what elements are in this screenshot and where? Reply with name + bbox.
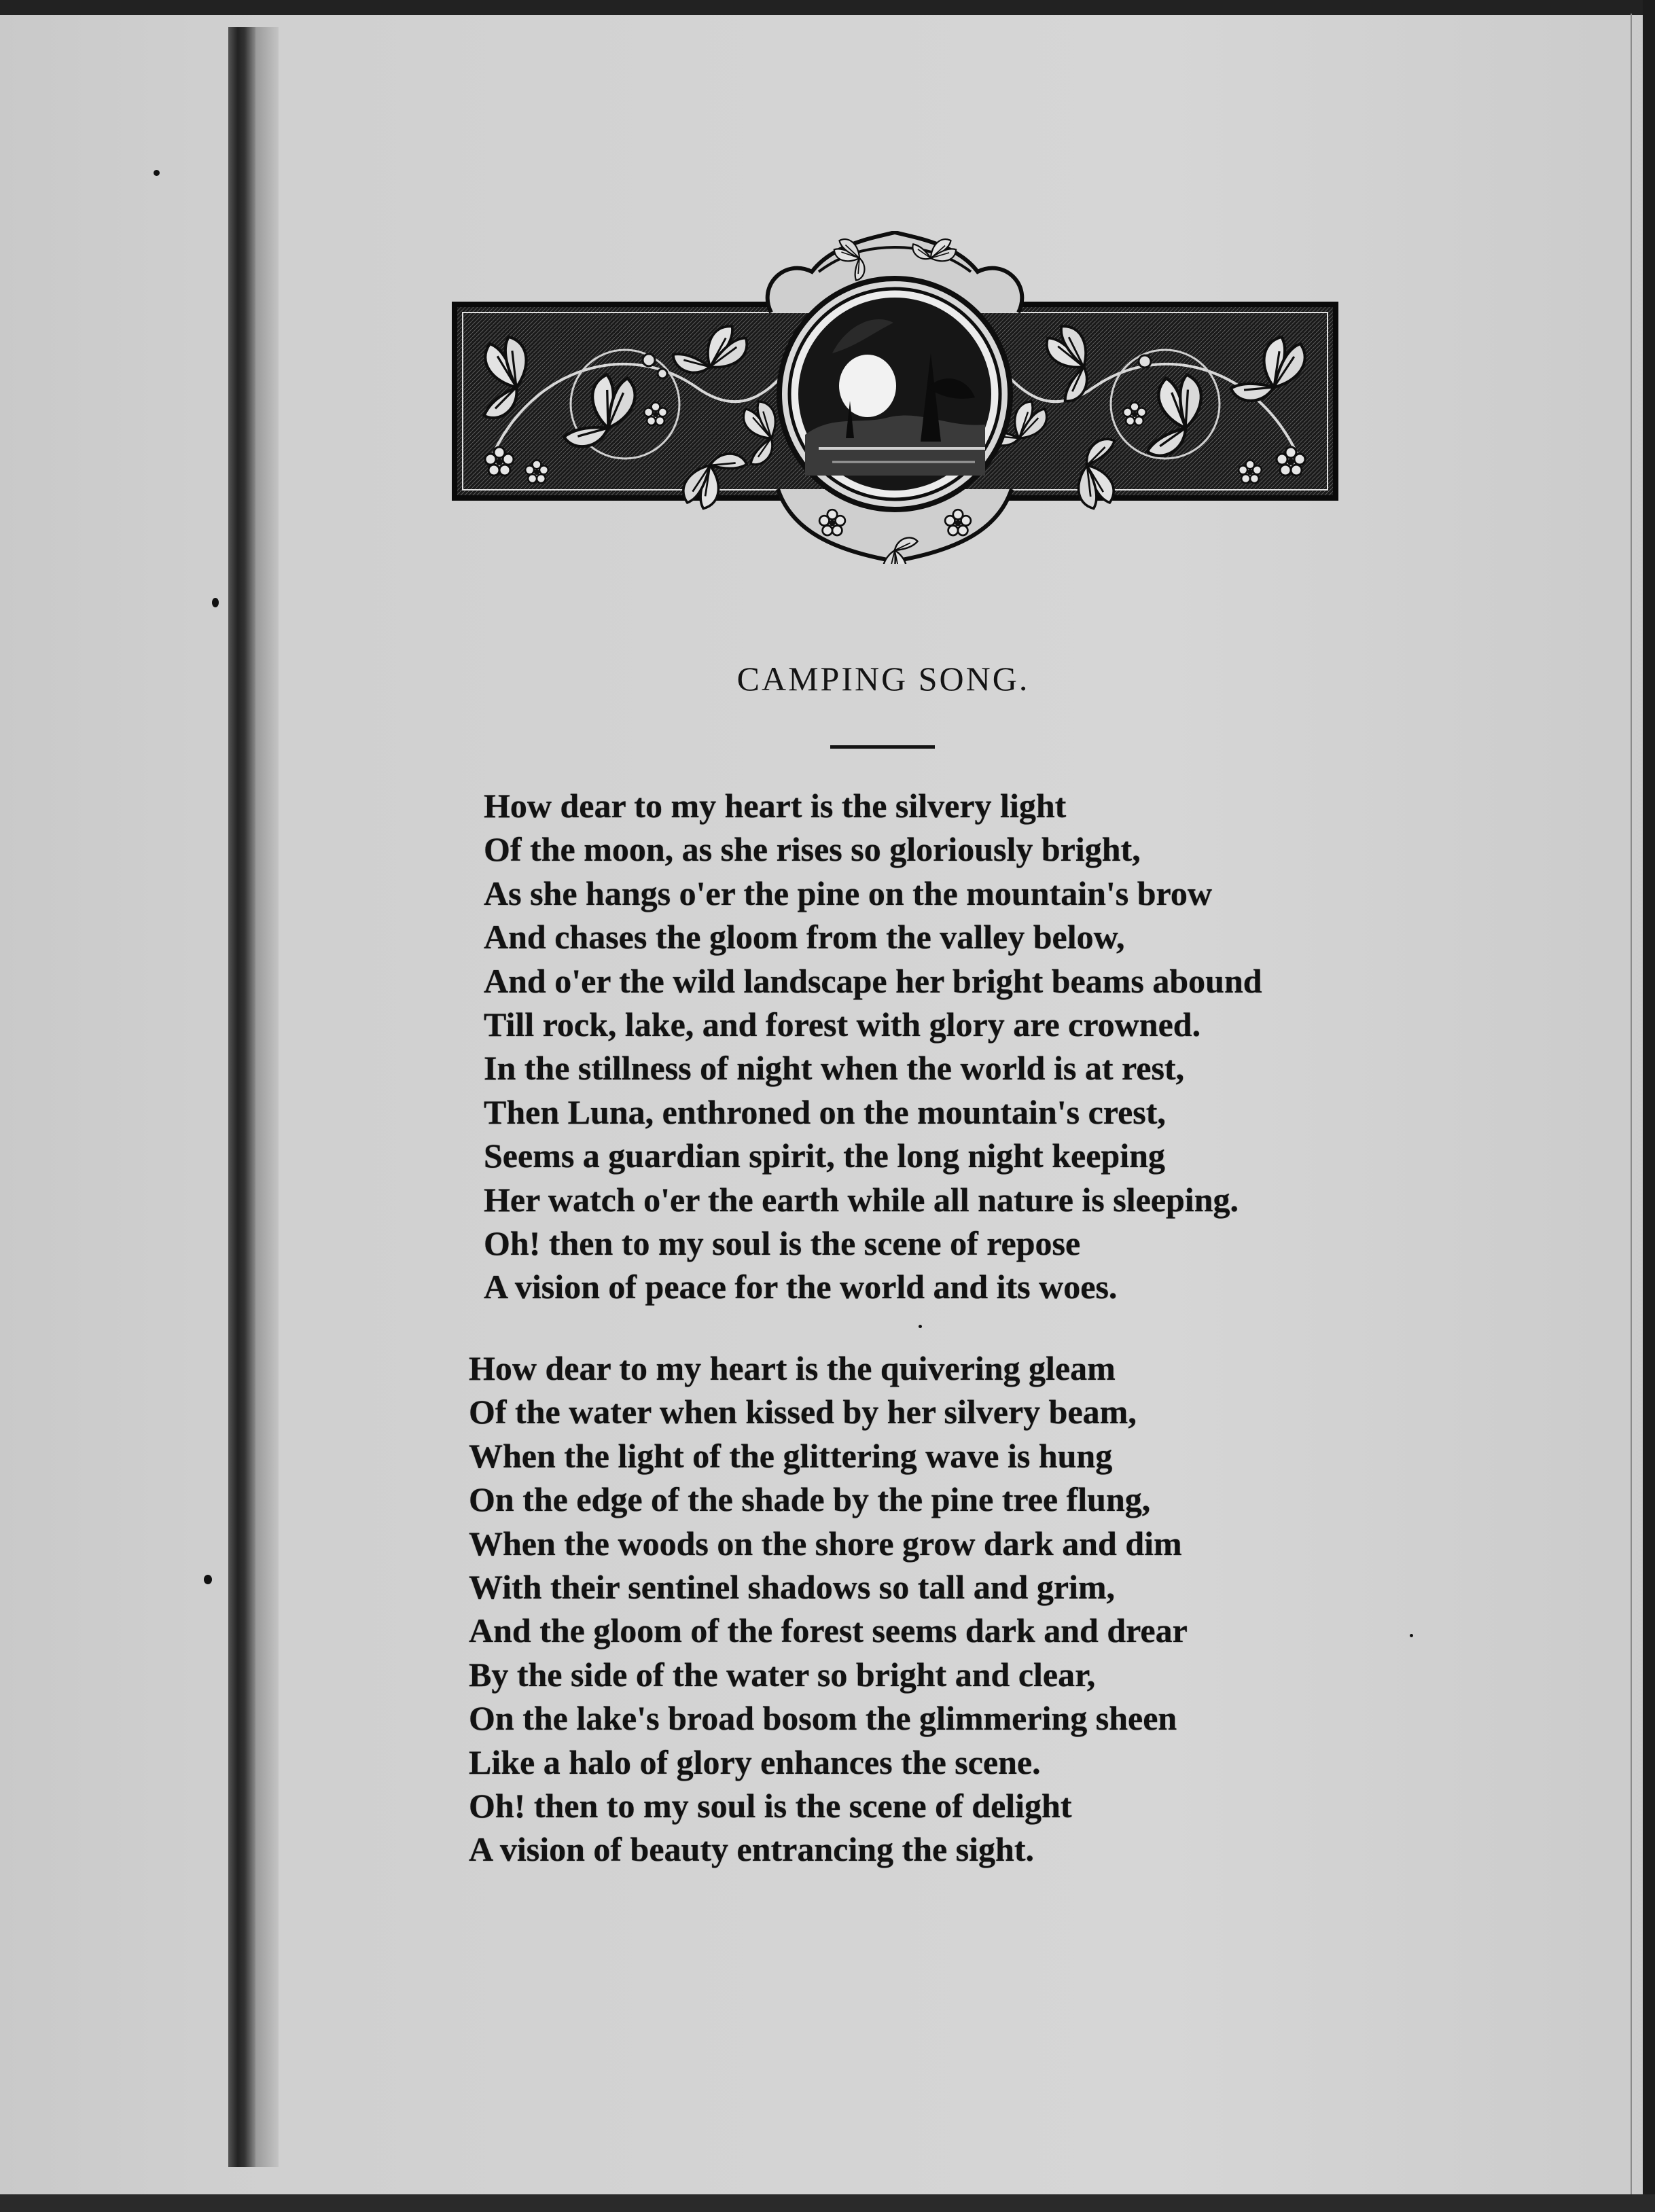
scan-speck — [204, 1575, 212, 1584]
poem-line: On the edge of the shade by the pine tree flung, — [469, 1480, 1151, 1519]
poem-line: Like a halo of glory enhances the scene. — [469, 1743, 1041, 1781]
title-divider — [830, 745, 935, 749]
book-gutter — [228, 27, 255, 2167]
poem-line: Of the water when kissed by her silvery beam, — [469, 1393, 1137, 1431]
poem-line: Of the moon, as she rises so gloriously bright, — [484, 830, 1141, 869]
scan-border-right — [1643, 0, 1655, 2212]
poem-line: And o'er the wild landscape her bright beams abound — [484, 961, 1262, 1000]
stanza — [469, 1346, 1188, 1872]
poem-line: On the lake's broad bosom the glimmering sheen — [469, 1699, 1177, 1738]
poem-line: How dear to my heart is the quivering gleam — [469, 1349, 1116, 1387]
poem-line: And chases the gloom from the valley below, — [484, 918, 1125, 957]
poem-line: Then Luna, enthroned on the mountain's crest, — [484, 1092, 1166, 1131]
gutter-shadow — [255, 27, 279, 2167]
scan-border-top — [0, 0, 1655, 15]
scan-speck — [919, 1325, 922, 1328]
poem-line: In the stillness of night when the world is at rest, — [484, 1049, 1185, 1088]
poem-line: With their sentinel shadows so tall and grim, — [469, 1568, 1116, 1607]
poem-line: And the gloom of the forest seems dark and drear — [469, 1611, 1188, 1650]
poem-line: A vision of peace for the world and its woes. — [484, 1268, 1118, 1306]
poem-line: How dear to my heart is the silvery light — [484, 787, 1067, 825]
scan-border-bottom — [0, 2194, 1655, 2212]
poem-line: Till rock, lake, and forest with glory are crowned. — [484, 1005, 1201, 1044]
poem-title: CAMPING SONG. — [736, 660, 1030, 698]
poem-line: A vision of beauty entrancing the sight. — [469, 1830, 1035, 1869]
engraved-headpiece — [452, 231, 1338, 564]
poem-line: By the side of the water so bright and clear, — [469, 1655, 1096, 1694]
poem-line: When the woods on the shore grow dark and dim — [469, 1524, 1182, 1563]
poem-line: Oh! then to my soul is the scene of delight — [469, 1787, 1072, 1825]
scan-speck — [212, 598, 219, 607]
poem-line: Oh! then to my soul is the scene of repose — [484, 1224, 1081, 1263]
page-edge — [1631, 14, 1632, 2194]
stanza — [484, 784, 1262, 1309]
poem-line: As she hangs o'er the pine on the mountain's brow — [484, 874, 1212, 912]
scan-speck — [154, 170, 160, 176]
poem-line: When the light of the glittering wave is hung — [469, 1436, 1113, 1475]
poem-line: Seems a guardian spirit, the long night keeping — [484, 1137, 1165, 1175]
poem-line: Her watch o'er the earth while all nature is sleeping. — [484, 1180, 1239, 1219]
scan-speck — [1410, 1634, 1413, 1637]
